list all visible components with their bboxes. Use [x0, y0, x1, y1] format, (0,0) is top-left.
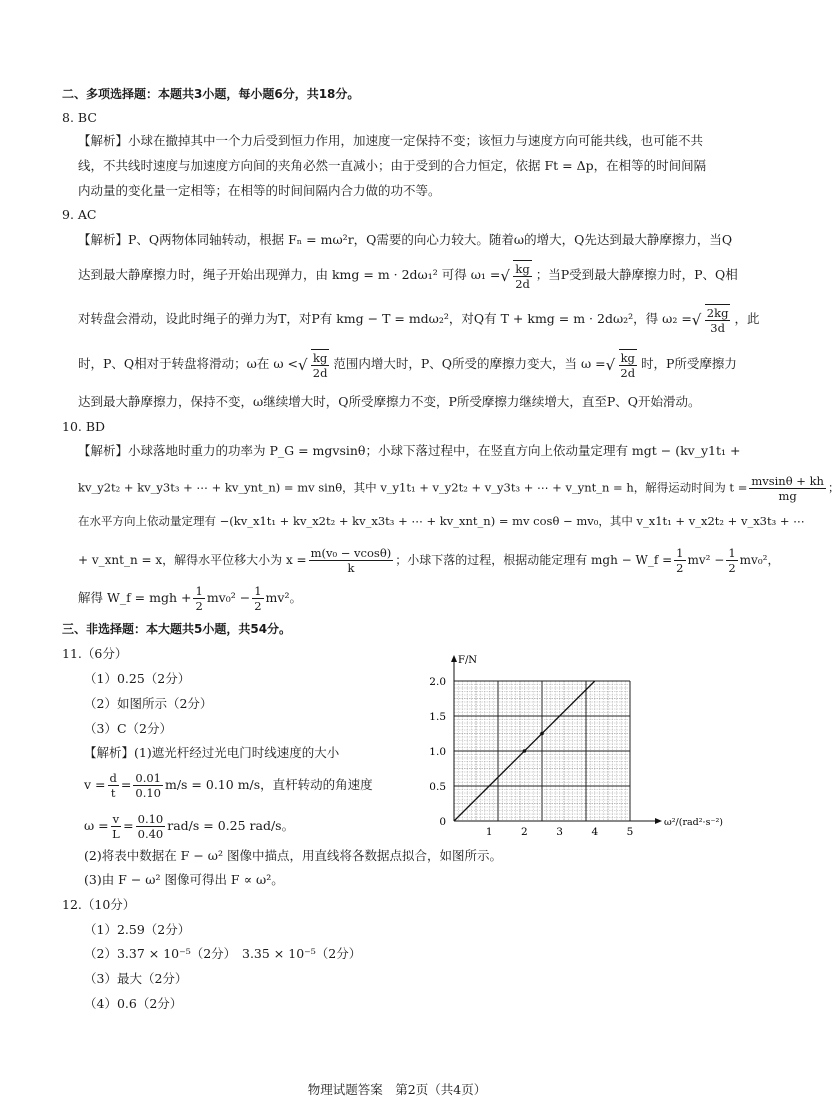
fraction-numerator: √ kg	[515, 262, 530, 276]
fraction-numerator: m(v₀ − vcosθ)	[310, 546, 392, 560]
x-axis-arrow	[655, 818, 662, 824]
fraction-denominator: 0.40	[137, 827, 164, 841]
q9-answer: 9. AC	[62, 207, 97, 222]
q12-answer-2a: （2）3.37 × 10⁻⁵（2分）	[84, 946, 237, 961]
data-point	[523, 749, 527, 753]
q10-explanation-line: 在水平方向上依动量定理有 −(kv_x1t₁ + kv_x2t₂ + kv_x3t₃ + ⋯ + kv_xnt_n) = mv cosθ − mv₀，其中 v_x1t₁ + v_x2t₂ + v_x3t₃ + ⋯	[78, 514, 805, 528]
fraction-t	[749, 474, 826, 503]
x-tick-label: 1	[485, 826, 493, 838]
q10-explanation-line	[78, 584, 302, 613]
q9-explanation-line	[78, 349, 737, 380]
q11-explanation-line: 【解析】(1)遮光杆经过光电门时线速度的大小	[84, 745, 340, 760]
fraction-v-L	[111, 812, 122, 841]
q11-text: v =	[84, 777, 106, 792]
fraction-numerator: 1	[195, 584, 203, 598]
q10-text: kv_y2t₂ + kv_y3t₃ + ⋯ + kv_ynt_n) = mv sinθ，其中 v_y1t₁ + v_y2t₂ + v_y3t₃ + ⋯ + v_ynt_n = h，解得运动时间为 t =	[78, 480, 748, 495]
sqrt-2kg-3d	[694, 304, 733, 335]
q11-explanation-line: (2)将表中数据在 F − ω² 图像中描点，用直线将各数据点拟合，如图所示。	[84, 848, 502, 863]
q11-text: rad/s = 0.25 rad/s。	[167, 818, 295, 833]
q12-title: 12.（10分）	[62, 897, 136, 912]
page-footer: 物理试题答案 第2页（共4页）	[307, 1082, 487, 1097]
q9-explanation-line	[78, 260, 738, 291]
q11-text: ω =	[84, 818, 109, 833]
q10-text: + v_xnt_n = x，解得水平位移大小为 x =	[78, 553, 307, 567]
q10-explanation-line	[78, 474, 839, 503]
q9-explanation-line: 【解析】P、Q两物体同轴转动，根据 Fₙ = mω²r，Q需要的向心力较大。随着ω的增大，Q先达到最大静摩擦力，当Q	[78, 232, 733, 247]
q9-explanation-line: 达到最大静摩擦力，保持不变，ω继续增大时，Q所受摩擦力不变，P所受摩擦力继续增大，直至P、Q开始滑动。	[78, 394, 701, 409]
fraction-numerator: 1	[254, 584, 262, 598]
q10-text: 解得 W_f = mgh +	[78, 590, 192, 605]
q10-explanation-line	[78, 546, 779, 575]
fraction-v-value	[133, 771, 163, 800]
q10-text: mv₀²，	[739, 553, 780, 567]
f-omega-squared-chart	[400, 644, 730, 844]
q9-text: 范围内增大时，P、Q所受的摩擦力变大，当 ω =	[333, 356, 606, 371]
x-tick-label: 4	[591, 826, 599, 838]
fraction-numerator: mvsinθ + kh	[751, 474, 824, 488]
fraction-denominator: 2	[676, 561, 684, 575]
y-tick-label: 1.0	[429, 746, 446, 758]
section-3-heading: 三、非选择题：本大题共5小题，共54分。	[62, 622, 292, 636]
fraction-w-value	[136, 812, 166, 841]
x-tick-label: 5	[626, 826, 634, 838]
q9-text: 对转盘会滑动，设此时绳子的弹力为T，对P有 kmg − T = mdω₂²，对Q有 T + kmg = m · 2dω₂²，得 ω₂ =	[78, 311, 692, 326]
q10-explanation-line: 【解析】小球落地时重力的功率为 P_G = mgvsinθ；小球下落过程中，在竖直方向上依动量定理有 mgt − (kv_y1t₁ +	[78, 443, 741, 458]
fraction-numerator: 1	[676, 546, 684, 560]
fraction-numerator: v	[112, 812, 120, 826]
y-axis-arrow	[451, 655, 457, 662]
x-axis-label: ω²/(rad²·s⁻²)	[664, 817, 723, 828]
q9-text: ；当P受到最大静摩擦力时，P、Q相	[535, 267, 738, 282]
fraction-denominator: t	[110, 786, 116, 800]
q9-text: 时，P、Q相对于转盘将滑动；ω在 ω <	[78, 356, 298, 371]
q11-answer-3: （3）C（2分）	[84, 721, 172, 736]
fraction-denominator: 3d	[710, 321, 725, 335]
fraction-denominator: L	[112, 827, 120, 841]
q12-answer-4: （4）0.6（2分）	[84, 996, 183, 1011]
q12-answer-2b: 3.35 × 10⁻⁵（2分）	[242, 946, 362, 961]
fraction-numerator: 0.01	[135, 771, 161, 785]
q11-explanation-line: (3)由 F − ω² 图像可得出 F ∝ ω²。	[84, 872, 284, 887]
q10-text: ；	[827, 480, 839, 495]
y-tick-label: 2.0	[429, 676, 446, 688]
fraction-denominator: 2d	[312, 366, 328, 380]
fraction-numerator: √ 2kg	[706, 306, 729, 320]
fraction-denominator: 2	[254, 599, 262, 613]
fraction-numerator: 0.10	[137, 812, 164, 826]
q11-title: 11.（6分）	[62, 646, 128, 661]
q9-text: ，此	[734, 311, 760, 326]
fraction-numerator: √ kg	[620, 351, 635, 365]
q10-answer: 10. BD	[62, 419, 106, 434]
x-tick-label: 3	[556, 826, 563, 838]
y-tick-label: 0.5	[429, 781, 446, 793]
sqrt-kg-2d	[300, 349, 331, 380]
q10-text: mv² −	[687, 553, 725, 567]
q10-text: mv²。	[265, 590, 302, 605]
q12-answer-3: （3）最大（2分）	[84, 971, 188, 986]
fraction-denominator: mg	[778, 489, 797, 503]
chart-grid	[454, 681, 630, 821]
sqrt-kg-2d	[608, 349, 639, 380]
q8-explanation-line: 【解析】小球在撤掉其中一个力后受到恒力作用，加速度一定保持不变；该恒力与速度方向可能共线，也可能不共	[78, 133, 704, 148]
q8-explanation-line: 线，不共线时速度与加速度方向间的夹角必然一直减小；由于受到的合力恒定，依据 Ft = Δp，在相等的时间间隔	[78, 158, 707, 173]
y-tick-label: 1.5	[429, 711, 446, 723]
q12-answer-1: （1）2.59（2分）	[84, 922, 191, 937]
chart-labels	[429, 655, 723, 838]
sqrt-kg-2d	[502, 260, 533, 291]
q11-explanation-line	[84, 812, 294, 841]
q8-answer: 8. BC	[62, 110, 97, 125]
y-tick-label: 0	[439, 816, 446, 828]
fraction-numerator: √ kg	[312, 351, 328, 365]
fraction-numerator: 1	[728, 546, 736, 560]
fraction-denominator: 2	[195, 599, 203, 613]
x-tick-label: 2	[521, 826, 528, 838]
q10-text: mv₀² −	[206, 590, 251, 605]
q9-text: 达到最大静摩擦力时，绳子开始出现弹力，由 kmg = m · 2dω₁² 可得 ω₁ =	[78, 267, 501, 282]
q11-answer-1: （1）0.25（2分）	[84, 671, 191, 686]
fraction-denominator: 2d	[620, 366, 636, 380]
fraction-denominator: k	[347, 561, 355, 575]
fraction-half	[726, 546, 737, 575]
q8-explanation-line: 内动量的变化量一定相等；在相等的时间间隔内合力做的功不等。	[78, 183, 441, 198]
fraction-half	[193, 584, 204, 613]
q9-text: 时，P所受摩擦力	[640, 356, 737, 371]
fraction-x	[309, 546, 394, 575]
fraction-numerator: d	[109, 771, 117, 785]
q11-text: m/s = 0.10 m/s，直杆转动的角速度	[164, 777, 373, 792]
q11-text: =	[120, 777, 132, 792]
q11-text: =	[123, 818, 134, 833]
fraction-d-t	[108, 771, 119, 800]
fraction-half	[252, 584, 263, 613]
y-axis-label: F/N	[458, 655, 478, 666]
section-2-heading: 二、多项选择题：本题共3小题，每小题6分，共18分。	[62, 87, 360, 101]
q11-explanation-line	[84, 771, 373, 800]
fraction-denominator: 0.10	[135, 786, 161, 800]
q9-explanation-line	[78, 304, 759, 335]
fraction-denominator: 2d	[515, 277, 530, 291]
q10-text: ；小球下落的过程，根据动能定理有 mgh − W_f =	[395, 553, 673, 567]
data-point	[540, 732, 544, 736]
q11-answer-2: （2）如图所示（2分）	[84, 696, 213, 711]
fraction-denominator: 2	[728, 561, 736, 575]
fraction-half	[674, 546, 685, 575]
